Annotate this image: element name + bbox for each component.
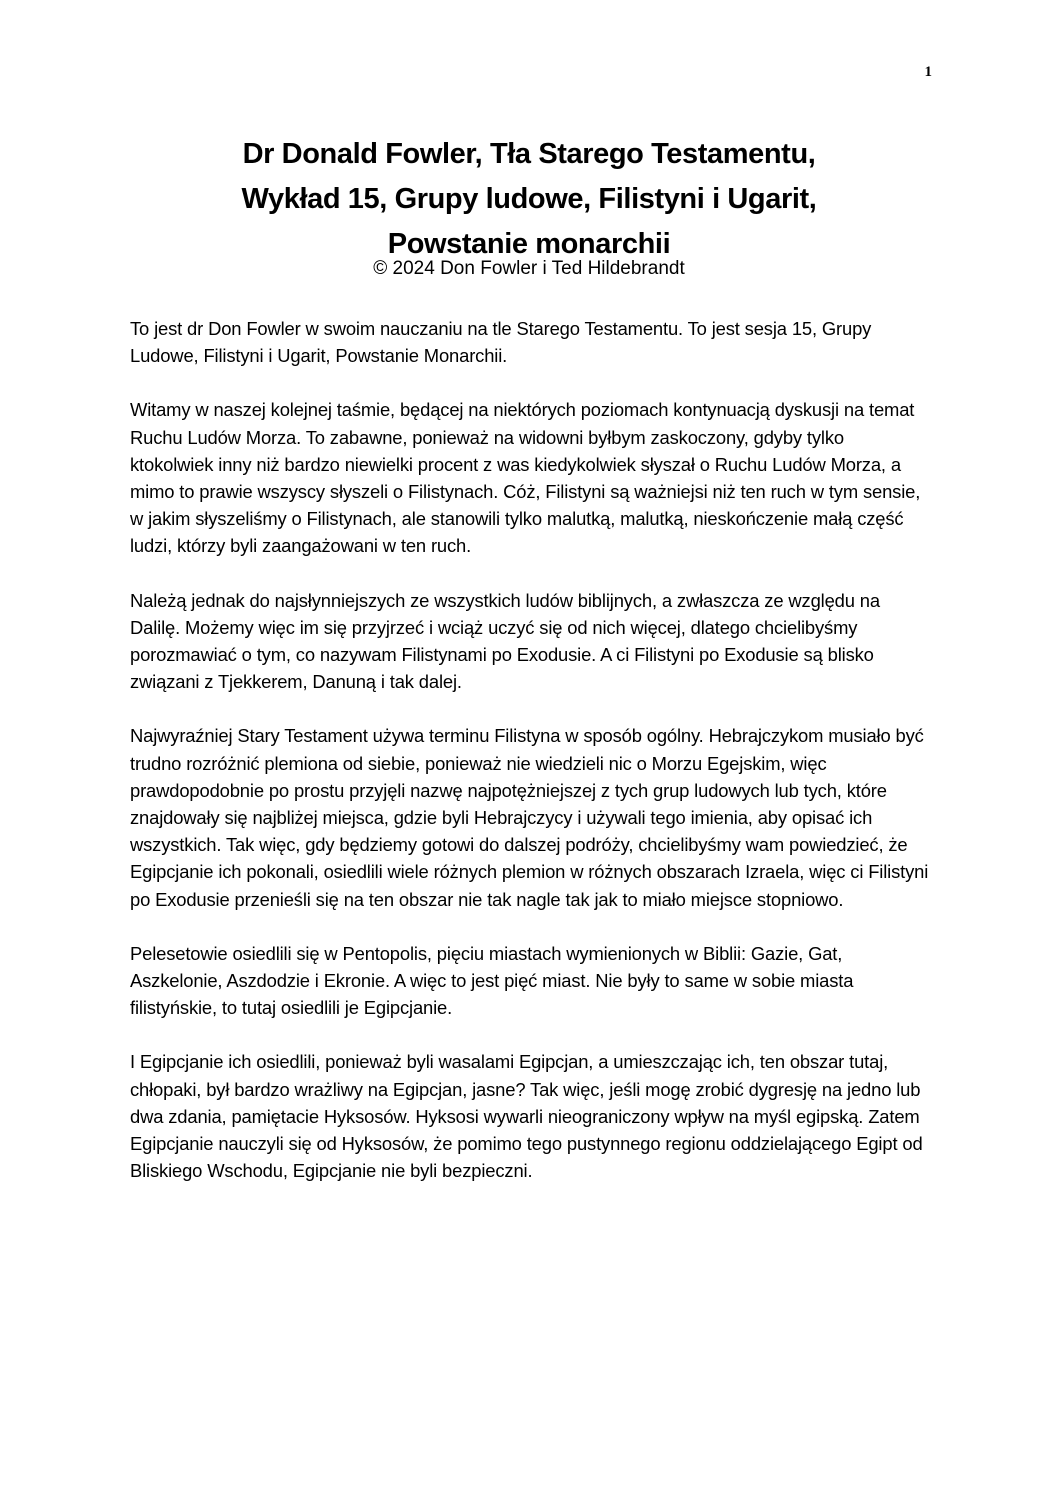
title-line: Dr Donald Fowler, Tła Starego Testamentu,	[242, 138, 816, 170]
page-number: 1	[924, 64, 932, 80]
copyright-line: © 2024 Don Fowler i Ted Hildebrandt	[373, 258, 685, 279]
title-line: Wykład 15, Grupy ludowe, Filistyni i Ugarit,	[241, 183, 817, 215]
paragraph: Witamy w naszej kolejnej taśmie, będącej na niektórych poziomach kontynuacją dyskusji na temat Ruchu Ludów Morza. To zabawne, ponieważ na widowni byłbym zaskoczony, gdyby tylko ktokolwiek inny niż bardzo niewielki procent z was kiedykolwiek słyszał o Ruchu Ludów Morza, a mimo to prawie wszyscy słyszeli o Filistynach. Cóż, Filistyni są ważniejsi niż ten ruch w tym sensie, w jakim słyszeliśmy o Filistynach, ale stanowili tylko malutką, malutką, nieskończenie małą część ludzi, którzy byli zaangażowani w ten ruch.	[130, 399, 921, 557]
paragraph: Pelesetowie osiedlili się w Pentopolis, pięciu miastach wymienionych w Biblii: Gazie, Gat, Aszkelonie, Aszdodzie i Ekronie. A więc to jest pięć miast. Nie były to same w sobie miasta filistyńskie, to tutaj osiedlili je Egipcjanie.	[130, 942, 854, 1019]
document-body	[130, 315, 930, 1211]
title-line: Powstanie monarchii	[387, 228, 671, 260]
paragraph: Najwyraźniej Stary Testament używa terminu Filistyna w sposób ogólny. Hebrajczykom musiało być trudno rozróżnić plemiona od siebie, ponieważ nie wiedzieli nic o Morzu Egejskim, więc prawdopodobnie po prostu przyjęli nazwę najpotężniejszej z tych grup ludowych lub tych, które znajdowały się najbliżej miejsca, gdzie byli Hebrajczycy i używali tego imienia, aby opisać ich wszystkich. Tak więc, gdy będziemy gotowi do dalszej podróży, chcielibyśmy wam powiedzieć, że Egipcjanie ich pokonali, osiedlili wiele różnych plemion w różnych obszarach Izraela, więc ci Filistyni po Exodusie przenieśli się na ten obszar nie tak nagle tak jak to miało miejsce stopniowo.	[130, 725, 929, 910]
document-title	[130, 132, 928, 267]
paragraph: To jest dr Don Fowler w swoim nauczaniu na tle Starego Testamentu. To jest sesja 15, Grupy Ludowe, Filistyni i Ugarit, Powstanie Monarchii.	[130, 318, 872, 367]
paragraph: Należą jednak do najsłynniejszych ze wszystkich ludów biblijnych, a zwłaszcza ze względu na Dalilę. Możemy więc im się przyjrzeć i wciąż uczyć się od nich więcej, dlatego chcielibyśmy porozmawiać o tym, co nazywam Filistynami po Exodusie. A ci Filistyni po Exodusie są blisko związani z Tjekkerem, Danuną i tak dalej.	[130, 589, 880, 693]
paragraph: I Egipcjanie ich osiedlili, ponieważ byli wasalami Egipcjan, a umieszczając ich, ten obszar tutaj, chłopaki, był bardzo wrażliwy na Egipcjan, jasne? Tak więc, jeśli mogę zrobić dygresję na jedno lub dwa zdania, pamiętacie Hyksosów. Hyksosi wywarli nieograniczony wpływ na myśl egipską. Zatem Egipcjanie nauczyli się od Hyksosów, że pomimo tego pustynnego regionu oddzielającego Egipt od Bliskiego Wschodu, Egipcjanie nie byli bezpieczni.	[130, 1051, 923, 1182]
